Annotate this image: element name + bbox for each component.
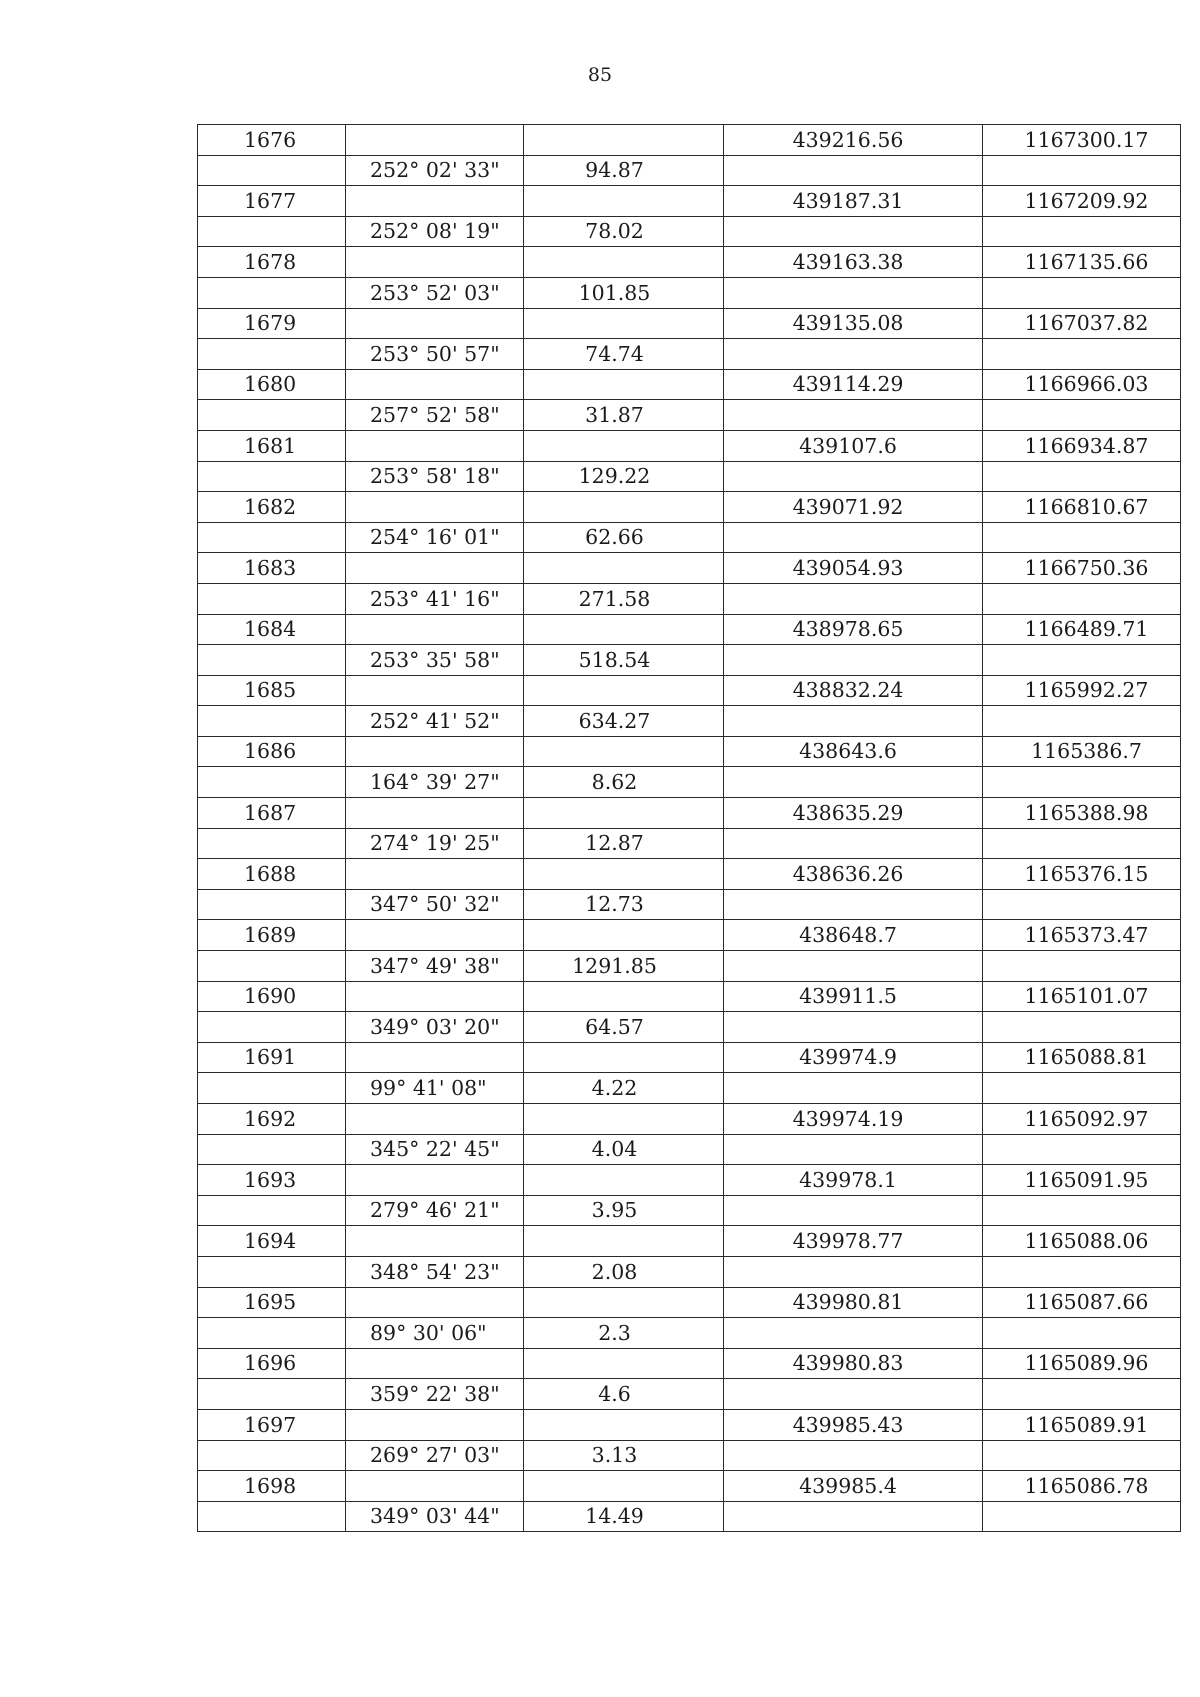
empty-cell (724, 1073, 983, 1104)
easting-cell: 1165089.96 (983, 1348, 1181, 1379)
distance-cell: 3.13 (524, 1440, 724, 1471)
empty-cell (724, 1134, 983, 1165)
empty-cell (198, 339, 346, 370)
station-cell: 1686 (198, 736, 346, 767)
distance-cell: 74.74 (524, 339, 724, 370)
station-row (198, 736, 1181, 767)
easting-cell: 1165089.91 (983, 1409, 1181, 1440)
empty-cell (198, 583, 346, 614)
station-cell: 1693 (198, 1165, 346, 1196)
course-row (198, 889, 1181, 920)
empty-cell (198, 277, 346, 308)
easting-cell: 1167135.66 (983, 247, 1181, 278)
empty-cell (524, 1226, 724, 1257)
empty-cell (346, 308, 524, 339)
station-cell: 1690 (198, 981, 346, 1012)
bearing-cell: 349° 03' 20" (346, 1012, 524, 1043)
empty-cell (983, 400, 1181, 431)
course-row (198, 522, 1181, 553)
empty-cell (724, 1195, 983, 1226)
course-row (198, 828, 1181, 859)
empty-cell (346, 981, 524, 1012)
station-row (198, 308, 1181, 339)
empty-cell (524, 369, 724, 400)
empty-cell (524, 859, 724, 890)
station-row (198, 1104, 1181, 1135)
bearing-cell: 348° 54' 23" (346, 1256, 524, 1287)
course-row (198, 155, 1181, 186)
distance-cell: 634.27 (524, 706, 724, 737)
course-row (198, 277, 1181, 308)
empty-cell (983, 828, 1181, 859)
northing-cell: 439985.4 (724, 1471, 983, 1502)
empty-cell (346, 614, 524, 645)
station-cell: 1692 (198, 1104, 346, 1135)
empty-cell (346, 675, 524, 706)
empty-cell (346, 1287, 524, 1318)
empty-cell (983, 1012, 1181, 1043)
station-row (198, 247, 1181, 278)
empty-cell (724, 828, 983, 859)
empty-cell (983, 645, 1181, 676)
empty-cell (724, 1318, 983, 1349)
distance-cell: 1291.85 (524, 951, 724, 982)
empty-cell (724, 889, 983, 920)
empty-cell (198, 1134, 346, 1165)
northing-cell: 439974.9 (724, 1042, 983, 1073)
bearing-cell: 279° 46' 21" (346, 1195, 524, 1226)
northing-cell: 439114.29 (724, 369, 983, 400)
empty-cell (983, 583, 1181, 614)
empty-cell (983, 1134, 1181, 1165)
empty-cell (346, 1165, 524, 1196)
empty-cell (983, 216, 1181, 247)
easting-cell: 1166966.03 (983, 369, 1181, 400)
station-row (198, 492, 1181, 523)
distance-cell: 78.02 (524, 216, 724, 247)
empty-cell (346, 1042, 524, 1073)
station-cell: 1679 (198, 308, 346, 339)
bearing-cell: 253° 52' 03" (346, 277, 524, 308)
course-row (198, 1073, 1181, 1104)
distance-cell: 8.62 (524, 767, 724, 798)
empty-cell (724, 1501, 983, 1532)
empty-cell (198, 645, 346, 676)
bearing-cell: 345° 22' 45" (346, 1134, 524, 1165)
station-row (198, 798, 1181, 829)
empty-cell (724, 1440, 983, 1471)
northing-cell: 439985.43 (724, 1409, 983, 1440)
empty-cell (724, 400, 983, 431)
station-cell: 1697 (198, 1409, 346, 1440)
empty-cell (198, 1012, 346, 1043)
empty-cell (524, 798, 724, 829)
empty-cell (346, 1104, 524, 1135)
station-row (198, 186, 1181, 217)
station-cell: 1694 (198, 1226, 346, 1257)
empty-cell (724, 583, 983, 614)
empty-cell (524, 1165, 724, 1196)
empty-cell (983, 461, 1181, 492)
station-cell: 1688 (198, 859, 346, 890)
station-cell: 1680 (198, 369, 346, 400)
easting-cell: 1165376.15 (983, 859, 1181, 890)
station-cell: 1696 (198, 1348, 346, 1379)
empty-cell (724, 1256, 983, 1287)
course-row (198, 216, 1181, 247)
bearing-cell: 252° 41' 52" (346, 706, 524, 737)
northing-cell: 439216.56 (724, 125, 983, 156)
northing-cell: 439980.81 (724, 1287, 983, 1318)
empty-cell (524, 1042, 724, 1073)
station-cell: 1676 (198, 125, 346, 156)
distance-cell: 4.22 (524, 1073, 724, 1104)
station-row (198, 1471, 1181, 1502)
empty-cell (983, 1073, 1181, 1104)
empty-cell (346, 736, 524, 767)
distance-cell: 4.04 (524, 1134, 724, 1165)
distance-cell: 2.3 (524, 1318, 724, 1349)
distance-cell: 271.58 (524, 583, 724, 614)
empty-cell (983, 767, 1181, 798)
bearing-cell: 359° 22' 38" (346, 1379, 524, 1410)
bearing-cell: 89° 30' 06" (346, 1318, 524, 1349)
course-row (198, 1379, 1181, 1410)
empty-cell (198, 522, 346, 553)
northing-cell: 439107.6 (724, 430, 983, 461)
empty-cell (346, 1226, 524, 1257)
easting-cell: 1166489.71 (983, 614, 1181, 645)
distance-cell: 31.87 (524, 400, 724, 431)
bearing-cell: 347° 50' 32" (346, 889, 524, 920)
empty-cell (198, 461, 346, 492)
course-row (198, 1134, 1181, 1165)
course-row (198, 767, 1181, 798)
empty-cell (198, 400, 346, 431)
empty-cell (524, 1348, 724, 1379)
distance-cell: 101.85 (524, 277, 724, 308)
bearing-cell: 253° 41' 16" (346, 583, 524, 614)
distance-cell: 12.87 (524, 828, 724, 859)
course-row (198, 706, 1181, 737)
easting-cell: 1165091.95 (983, 1165, 1181, 1196)
empty-cell (983, 951, 1181, 982)
empty-cell (198, 1195, 346, 1226)
northing-cell: 438643.6 (724, 736, 983, 767)
course-row (198, 1012, 1181, 1043)
table-body (198, 125, 1181, 1532)
empty-cell (983, 1195, 1181, 1226)
empty-cell (724, 461, 983, 492)
empty-cell (198, 1318, 346, 1349)
empty-cell (346, 125, 524, 156)
easting-cell: 1166934.87 (983, 430, 1181, 461)
easting-cell: 1165088.06 (983, 1226, 1181, 1257)
bearing-cell: 347° 49' 38" (346, 951, 524, 982)
empty-cell (346, 1409, 524, 1440)
distance-cell: 14.49 (524, 1501, 724, 1532)
station-cell: 1677 (198, 186, 346, 217)
empty-cell (983, 1379, 1181, 1410)
distance-cell: 2.08 (524, 1256, 724, 1287)
empty-cell (983, 522, 1181, 553)
empty-cell (524, 492, 724, 523)
easting-cell: 1165388.98 (983, 798, 1181, 829)
empty-cell (724, 767, 983, 798)
easting-cell: 1165087.66 (983, 1287, 1181, 1318)
easting-cell: 1165386.7 (983, 736, 1181, 767)
empty-cell (983, 155, 1181, 186)
station-row (198, 1409, 1181, 1440)
northing-cell: 439911.5 (724, 981, 983, 1012)
bearing-cell: 254° 16' 01" (346, 522, 524, 553)
bearing-cell: 253° 35' 58" (346, 645, 524, 676)
bearing-cell: 349° 03' 44" (346, 1501, 524, 1532)
empty-cell (198, 951, 346, 982)
easting-cell: 1167209.92 (983, 186, 1181, 217)
coordinate-table (197, 124, 1181, 1532)
easting-cell: 1166810.67 (983, 492, 1181, 523)
station-cell: 1689 (198, 920, 346, 951)
empty-cell (524, 981, 724, 1012)
empty-cell (724, 706, 983, 737)
empty-cell (724, 645, 983, 676)
empty-cell (983, 706, 1181, 737)
page-number: 85 (587, 64, 613, 86)
course-row (198, 339, 1181, 370)
empty-cell (346, 247, 524, 278)
northing-cell: 439980.83 (724, 1348, 983, 1379)
station-row (198, 1042, 1181, 1073)
easting-cell: 1167300.17 (983, 125, 1181, 156)
empty-cell (524, 553, 724, 584)
empty-cell (198, 155, 346, 186)
course-row (198, 400, 1181, 431)
course-row (198, 1195, 1181, 1226)
empty-cell (524, 614, 724, 645)
easting-cell: 1165373.47 (983, 920, 1181, 951)
easting-cell: 1165092.97 (983, 1104, 1181, 1135)
empty-cell (198, 706, 346, 737)
northing-cell: 439054.93 (724, 553, 983, 584)
station-cell: 1684 (198, 614, 346, 645)
empty-cell (983, 277, 1181, 308)
station-row (198, 1287, 1181, 1318)
empty-cell (724, 1379, 983, 1410)
distance-cell: 64.57 (524, 1012, 724, 1043)
northing-cell: 438832.24 (724, 675, 983, 706)
station-cell: 1687 (198, 798, 346, 829)
empty-cell (724, 155, 983, 186)
station-row (198, 920, 1181, 951)
empty-cell (983, 1256, 1181, 1287)
empty-cell (724, 522, 983, 553)
distance-cell: 518.54 (524, 645, 724, 676)
station-cell: 1683 (198, 553, 346, 584)
empty-cell (346, 920, 524, 951)
station-row (198, 369, 1181, 400)
empty-cell (524, 125, 724, 156)
empty-cell (524, 736, 724, 767)
distance-cell: 4.6 (524, 1379, 724, 1410)
station-row (198, 981, 1181, 1012)
empty-cell (524, 920, 724, 951)
northing-cell: 438635.29 (724, 798, 983, 829)
empty-cell (198, 767, 346, 798)
empty-cell (198, 216, 346, 247)
station-cell: 1678 (198, 247, 346, 278)
distance-cell: 3.95 (524, 1195, 724, 1226)
empty-cell (724, 277, 983, 308)
northing-cell: 438648.7 (724, 920, 983, 951)
bearing-cell: 164° 39' 27" (346, 767, 524, 798)
course-row (198, 1256, 1181, 1287)
station-cell: 1685 (198, 675, 346, 706)
station-row (198, 430, 1181, 461)
empty-cell (346, 186, 524, 217)
empty-cell (198, 1256, 346, 1287)
northing-cell: 439071.92 (724, 492, 983, 523)
empty-cell (198, 1379, 346, 1410)
empty-cell (198, 889, 346, 920)
northing-cell: 438636.26 (724, 859, 983, 890)
empty-cell (724, 339, 983, 370)
station-row (198, 125, 1181, 156)
bearing-cell: 99° 41' 08" (346, 1073, 524, 1104)
station-row (198, 675, 1181, 706)
course-row (198, 461, 1181, 492)
empty-cell (198, 1440, 346, 1471)
station-row (198, 614, 1181, 645)
bearing-cell: 252° 02' 33" (346, 155, 524, 186)
course-row (198, 645, 1181, 676)
station-cell: 1681 (198, 430, 346, 461)
empty-cell (983, 1440, 1181, 1471)
empty-cell (724, 216, 983, 247)
distance-cell: 62.66 (524, 522, 724, 553)
empty-cell (524, 1471, 724, 1502)
empty-cell (346, 492, 524, 523)
easting-cell: 1165088.81 (983, 1042, 1181, 1073)
station-row (198, 1226, 1181, 1257)
bearing-cell: 253° 58' 18" (346, 461, 524, 492)
northing-cell: 439978.77 (724, 1226, 983, 1257)
station-cell: 1691 (198, 1042, 346, 1073)
bearing-cell: 269° 27' 03" (346, 1440, 524, 1471)
empty-cell (346, 1471, 524, 1502)
empty-cell (983, 889, 1181, 920)
empty-cell (724, 1012, 983, 1043)
station-row (198, 1165, 1181, 1196)
course-row (198, 1440, 1181, 1471)
bearing-cell: 252° 08' 19" (346, 216, 524, 247)
empty-cell (524, 247, 724, 278)
empty-cell (524, 308, 724, 339)
station-row (198, 859, 1181, 890)
empty-cell (346, 859, 524, 890)
northing-cell: 439187.31 (724, 186, 983, 217)
easting-cell: 1165992.27 (983, 675, 1181, 706)
easting-cell: 1166750.36 (983, 553, 1181, 584)
easting-cell: 1167037.82 (983, 308, 1181, 339)
course-row (198, 1501, 1181, 1532)
empty-cell (198, 1073, 346, 1104)
northing-cell: 438978.65 (724, 614, 983, 645)
bearing-cell: 257° 52' 58" (346, 400, 524, 431)
distance-cell: 12.73 (524, 889, 724, 920)
empty-cell (724, 951, 983, 982)
empty-cell (346, 1348, 524, 1379)
empty-cell (198, 1501, 346, 1532)
distance-cell: 94.87 (524, 155, 724, 186)
northing-cell: 439135.08 (724, 308, 983, 339)
empty-cell (524, 1287, 724, 1318)
empty-cell (524, 1409, 724, 1440)
distance-cell: 129.22 (524, 461, 724, 492)
northing-cell: 439978.1 (724, 1165, 983, 1196)
northing-cell: 439974.19 (724, 1104, 983, 1135)
bearing-cell: 253° 50' 57" (346, 339, 524, 370)
northing-cell: 439163.38 (724, 247, 983, 278)
empty-cell (346, 798, 524, 829)
empty-cell (983, 1318, 1181, 1349)
empty-cell (524, 186, 724, 217)
empty-cell (346, 430, 524, 461)
empty-cell (524, 1104, 724, 1135)
station-cell: 1695 (198, 1287, 346, 1318)
empty-cell (983, 1501, 1181, 1532)
course-row (198, 583, 1181, 614)
empty-cell (524, 430, 724, 461)
easting-cell: 1165086.78 (983, 1471, 1181, 1502)
empty-cell (346, 369, 524, 400)
station-cell: 1682 (198, 492, 346, 523)
course-row (198, 1318, 1181, 1349)
station-cell: 1698 (198, 1471, 346, 1502)
empty-cell (524, 675, 724, 706)
empty-cell (983, 339, 1181, 370)
empty-cell (346, 553, 524, 584)
bearing-cell: 274° 19' 25" (346, 828, 524, 859)
station-row (198, 1348, 1181, 1379)
easting-cell: 1165101.07 (983, 981, 1181, 1012)
course-row (198, 951, 1181, 982)
empty-cell (198, 828, 346, 859)
station-row (198, 553, 1181, 584)
